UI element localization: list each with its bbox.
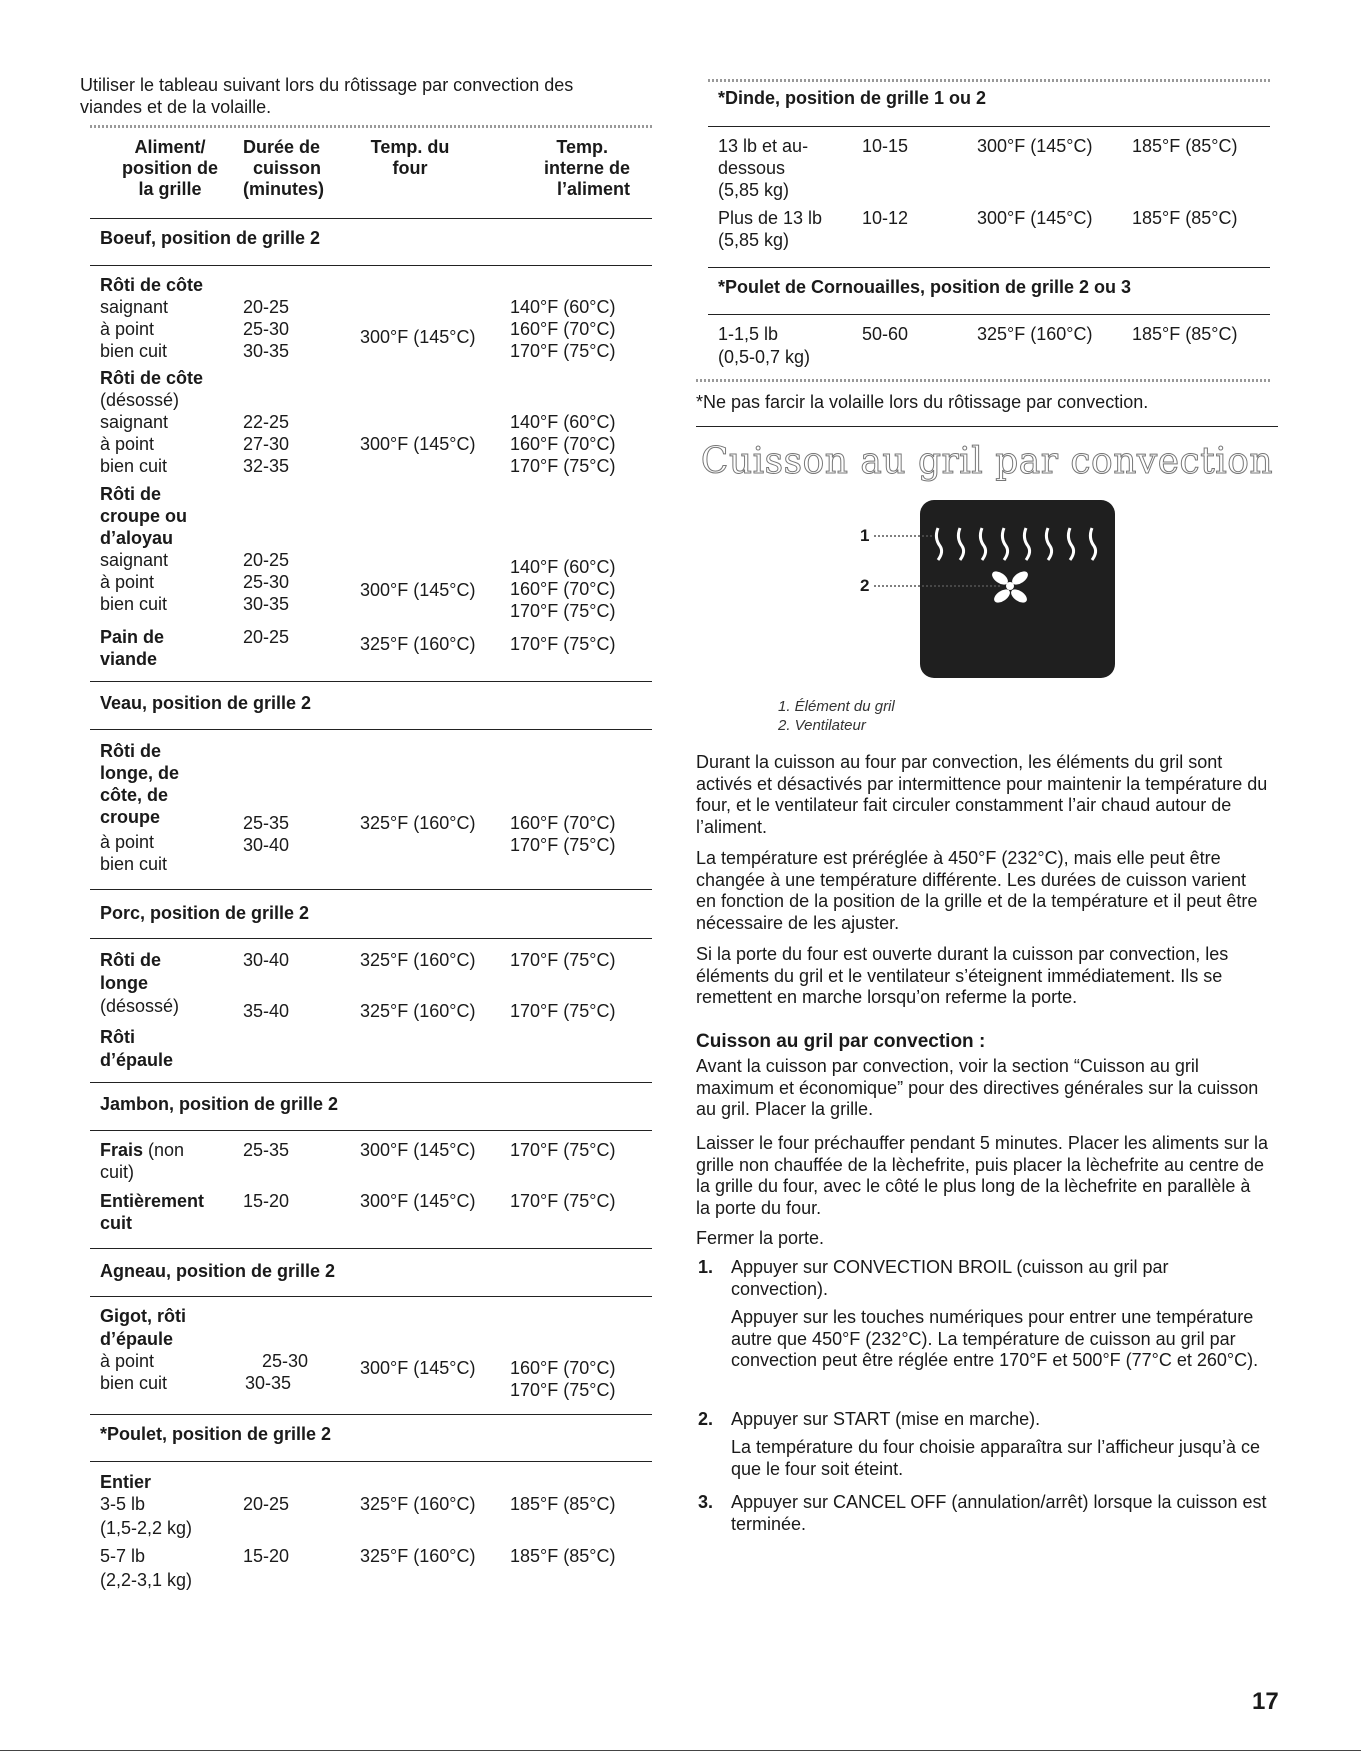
cell-time: 22-25: [243, 412, 290, 432]
diagram-caption: [778, 697, 895, 735]
row-label: Rôti: [100, 1027, 135, 1047]
divider: [90, 938, 652, 939]
divider: [90, 125, 652, 128]
cell-internal: 160°F (70°C): [510, 319, 616, 339]
row-label: [100, 1140, 184, 1160]
paragraph: Fermer la porte.: [696, 1228, 825, 1248]
row-label: (désossé): [100, 390, 180, 410]
row-label: Plus de 13 lb: [718, 208, 823, 228]
header-temp-interne: [510, 137, 630, 200]
cell-time: 30-35: [243, 594, 290, 614]
row-label-bold: Frais: [100, 1140, 144, 1160]
divider: [90, 1082, 652, 1083]
row-label: dessous: [718, 158, 786, 178]
row-label: 3-5 lb: [100, 1494, 146, 1514]
cell-oven: 325°F (160°C): [360, 1001, 476, 1021]
cell-oven: 300°F (145°C): [360, 1358, 476, 1378]
row-label: saignant: [100, 297, 169, 317]
divider: [696, 426, 1278, 427]
cell-internal: 170°F (75°C): [510, 1140, 616, 1160]
row-label: à point: [100, 434, 155, 454]
divider: [90, 1248, 652, 1249]
cell-time: 20-25: [243, 1494, 290, 1514]
row-label: à point: [100, 832, 155, 852]
cell-time: 27-30: [243, 434, 290, 454]
cell-oven: 300°F (145°C): [360, 327, 476, 347]
row-label: d’épaule: [100, 1329, 174, 1349]
cell-oven: 325°F (160°C): [360, 1494, 476, 1514]
row-label: côte, de: [100, 785, 169, 805]
paragraph: Durant la cuisson au four par convection, les éléments du gril sont activés et désactivés par intermittence pour maintenir la température du four, et le ventilateur fait circuler constamment l’air chaud autour de l’aliment.: [696, 752, 1268, 837]
cell-internal: 140°F (60°C): [510, 557, 616, 577]
divider: [90, 1461, 652, 1462]
row-label: d’aloyau: [100, 528, 174, 548]
cell-oven: 300°F (145°C): [360, 1191, 476, 1211]
footnote: *Ne pas farcir la volaille lors du rôtissage par convection.: [696, 392, 1149, 412]
row-label: Rôti de: [100, 484, 161, 504]
section-cornouailles: *Poulet de Cornouailles, position de grille 2 ou 3: [718, 277, 1132, 297]
header-line: four: [392, 158, 428, 178]
cell-internal: 170°F (75°C): [510, 950, 616, 970]
row-label: (0,5-0,7 kg): [718, 347, 811, 367]
oven-diagram-svg: [860, 500, 1120, 680]
cell-internal: 170°F (75°C): [510, 634, 616, 654]
row-label: Rôti de côte: [100, 368, 204, 388]
cell-time: 30-35: [245, 1373, 292, 1393]
cell-time: 10-15: [862, 136, 909, 156]
header-line: Durée de: [243, 137, 321, 157]
cell-internal: 140°F (60°C): [510, 412, 616, 432]
cell-internal: 185°F (85°C): [1132, 324, 1238, 344]
cell-oven: 300°F (145°C): [977, 208, 1093, 228]
step-number: 1.: [698, 1257, 714, 1277]
divider: [708, 126, 1270, 127]
cell-internal: 140°F (60°C): [510, 297, 616, 317]
row-label: Rôti de côte: [100, 275, 204, 295]
page-number: 17: [1252, 1688, 1279, 1715]
section-porc: Porc, position de grille 2: [100, 903, 310, 923]
cell-time: 25-35: [243, 813, 290, 833]
cell-time: 25-30: [262, 1351, 309, 1371]
row-label: Entier: [100, 1472, 152, 1492]
row-label: Pain de: [100, 627, 165, 647]
step-detail: Appuyer sur les touches numériques pour entrer une température autre que 450°F (232°C). La température de cuisson au gril par convection peut être réglée entre 170°F et 500°F (77°C et 260°C).: [731, 1307, 1259, 1370]
section-agneau: Agneau, position de grille 2: [100, 1261, 336, 1281]
divider: [90, 1296, 652, 1297]
cell-oven: 325°F (160°C): [360, 813, 476, 833]
row-label: croupe: [100, 807, 161, 827]
cell-internal: 170°F (75°C): [510, 341, 616, 361]
row-label: bien cuit: [100, 1373, 168, 1393]
row-label: (5,85 kg): [718, 230, 790, 250]
cell-oven: 300°F (145°C): [360, 580, 476, 600]
cell-internal: 160°F (70°C): [510, 1358, 616, 1378]
paragraph: Avant la cuisson par convection, voir la section “Cuisson au gril maximum et économique” pour des directives générales sur la cuisson au gril. Placer la grille.: [696, 1056, 1259, 1119]
paragraph: La température est préréglée à 450°F (232°C), mais elle peut être changée à une température différente. Les durées de cuisson varient en fonction de la position de la grille et de la température et il peut être nécessaire de les ajuster.: [696, 848, 1258, 933]
cell-internal: 170°F (75°C): [510, 835, 616, 855]
row-label: (1,5-2,2 kg): [100, 1518, 193, 1538]
cell-internal: 170°F (75°C): [510, 1001, 616, 1021]
cell-internal: 170°F (75°C): [510, 456, 616, 476]
cell-time: 10-12: [862, 208, 909, 228]
step-text: Appuyer sur START (mise en marche).: [731, 1409, 1041, 1429]
cell-oven: 300°F (145°C): [360, 1140, 476, 1160]
row-label: (désossé): [100, 996, 180, 1016]
cell-internal: 170°F (75°C): [510, 1380, 616, 1400]
row-label: Rôti de: [100, 950, 161, 970]
row-label: (2,2-3,1 kg): [100, 1570, 193, 1590]
divider: [708, 79, 1270, 82]
cell-time: 20-25: [243, 627, 290, 647]
row-label: à point: [100, 1351, 155, 1371]
cell-time: 50-60: [862, 324, 909, 344]
divider: [708, 267, 1270, 268]
row-label: saignant: [100, 412, 169, 432]
cell-time: 35-40: [243, 1001, 290, 1021]
row-label: croupe ou: [100, 506, 188, 526]
header-temp-four: [345, 137, 475, 179]
section-poulet: *Poulet, position de grille 2: [100, 1424, 332, 1444]
cell-time: 20-25: [243, 297, 290, 317]
section-boeuf: Boeuf, position de grille 2: [100, 228, 321, 248]
row-label: bien cuit: [100, 456, 168, 476]
step-text: Appuyer sur CONVECTION BROIL (cuisson au gril par convection).: [731, 1257, 1169, 1299]
row-label: à point: [100, 572, 155, 592]
cell-time: 25-30: [243, 572, 290, 592]
header-line: interne de: [543, 158, 630, 178]
header-line: cuisson: [253, 158, 322, 178]
row-label: (5,85 kg): [718, 180, 790, 200]
row-label: Rôti de: [100, 741, 161, 761]
divider: [708, 314, 1270, 315]
cell-time: 25-35: [243, 1140, 290, 1160]
section-veau: Veau, position de grille 2: [100, 693, 312, 713]
step-number: 2.: [698, 1409, 714, 1429]
row-label: longe: [100, 973, 148, 993]
intro-text: Utiliser le tableau suivant lors du rôtissage par convection des viandes et de la volaille.: [80, 75, 574, 117]
oven-diagram: [860, 500, 1120, 680]
header-line: Temp. du: [370, 137, 450, 157]
row-label: bien cuit: [100, 341, 168, 361]
section-jambon: Jambon, position de grille 2: [100, 1094, 339, 1114]
divider: [90, 218, 652, 219]
cell-oven: 325°F (160°C): [360, 1546, 476, 1566]
divider: [90, 1414, 652, 1415]
header-duree: [243, 137, 353, 200]
row-label: 13 lb et au-: [718, 136, 809, 156]
divider: [0, 1750, 1361, 1751]
cell-time: 20-25: [243, 550, 290, 570]
cell-internal: 170°F (75°C): [510, 1191, 616, 1211]
cell-oven: 325°F (160°C): [977, 324, 1093, 344]
row-label-note: (non: [143, 1140, 185, 1160]
row-label: d’épaule: [100, 1050, 174, 1070]
row-label: bien cuit: [100, 594, 168, 614]
header-line: (minutes): [243, 179, 324, 199]
cell-oven: 325°F (160°C): [360, 634, 476, 654]
row-label: saignant: [100, 550, 169, 570]
step-detail: La température du four choisie apparaîtra sur l’afficheur jusqu’à ce que le four soit éteint.: [731, 1437, 1260, 1479]
paragraph: Laisser le four préchauffer pendant 5 minutes. Placer les aliments sur la grille non chauffée de la lèchefrite, puis placer la lèchefrite au centre de la grille du four, avec le côté le plus long de la lèchefrite en parallèle à la porte du four.: [696, 1133, 1268, 1218]
row-label: longe, de: [100, 763, 180, 783]
cell-internal: 185°F (85°C): [510, 1546, 616, 1566]
section-dinde: *Dinde, position de grille 1 ou 2: [718, 88, 987, 108]
row-label: bien cuit: [100, 854, 168, 874]
divider: [90, 265, 652, 266]
row-label: à point: [100, 319, 155, 339]
cell-time: 30-40: [243, 835, 290, 855]
cell-internal: 185°F (85°C): [1132, 136, 1238, 156]
cell-time: 32-35: [243, 456, 290, 476]
row-label: 1-1,5 lb: [718, 324, 779, 344]
subheading: Cuisson au gril par convection :: [696, 1031, 986, 1052]
paragraph: Si la porte du four est ouverte durant la cuisson par convection, les éléments du gril et le ventilateur s’éteignent immédiatement. Ils se remettent en marche lorsqu’on referme la porte.: [696, 944, 1229, 1007]
step-text: Appuyer sur CANCEL OFF (annulation/arrêt) lorsque la cuisson est terminée.: [731, 1492, 1267, 1534]
header-aliment: [100, 137, 240, 200]
caption-line: 2. Ventilateur: [778, 717, 866, 734]
step-number: 3.: [698, 1492, 714, 1512]
cell-time: 15-20: [243, 1546, 290, 1566]
cell-oven: 325°F (160°C): [360, 950, 476, 970]
cell-time: 30-40: [243, 950, 290, 970]
cell-internal: 185°F (85°C): [510, 1494, 616, 1514]
diagram-label-2: 2: [860, 576, 870, 595]
row-label: Gigot, rôti: [100, 1306, 186, 1326]
divider: [90, 729, 652, 730]
cell-internal: 170°F (75°C): [510, 601, 616, 621]
cell-internal: 160°F (70°C): [510, 434, 616, 454]
divider: [90, 1130, 652, 1131]
row-label: cuit): [100, 1162, 135, 1182]
cell-oven: 300°F (145°C): [360, 434, 476, 454]
cell-time: 30-35: [243, 341, 290, 361]
header-line: l’aliment: [556, 179, 630, 199]
row-label: viande: [100, 649, 158, 669]
row-label: Entièrement: [100, 1191, 205, 1211]
header-line: Aliment/: [134, 137, 206, 157]
row-label: cuit: [100, 1213, 133, 1233]
row-label: 5-7 lb: [100, 1546, 146, 1566]
header-line: position de: [122, 158, 218, 178]
header-line: la grille: [138, 179, 202, 199]
divider: [90, 889, 652, 890]
cell-time: 15-20: [243, 1191, 290, 1211]
divider: [90, 681, 652, 682]
header-line: Temp.: [556, 137, 608, 157]
divider: [696, 379, 1270, 382]
cell-internal: 185°F (85°C): [1132, 208, 1238, 228]
cell-internal: 160°F (70°C): [510, 813, 616, 833]
caption-line: 1. Élément du gril: [778, 698, 895, 715]
cell-internal: 160°F (70°C): [510, 579, 616, 599]
diagram-label-1: 1: [860, 526, 870, 545]
cell-oven: 300°F (145°C): [977, 136, 1093, 156]
cell-time: 25-30: [243, 319, 290, 339]
section-title: Cuisson au gril par convection: [700, 441, 1274, 482]
